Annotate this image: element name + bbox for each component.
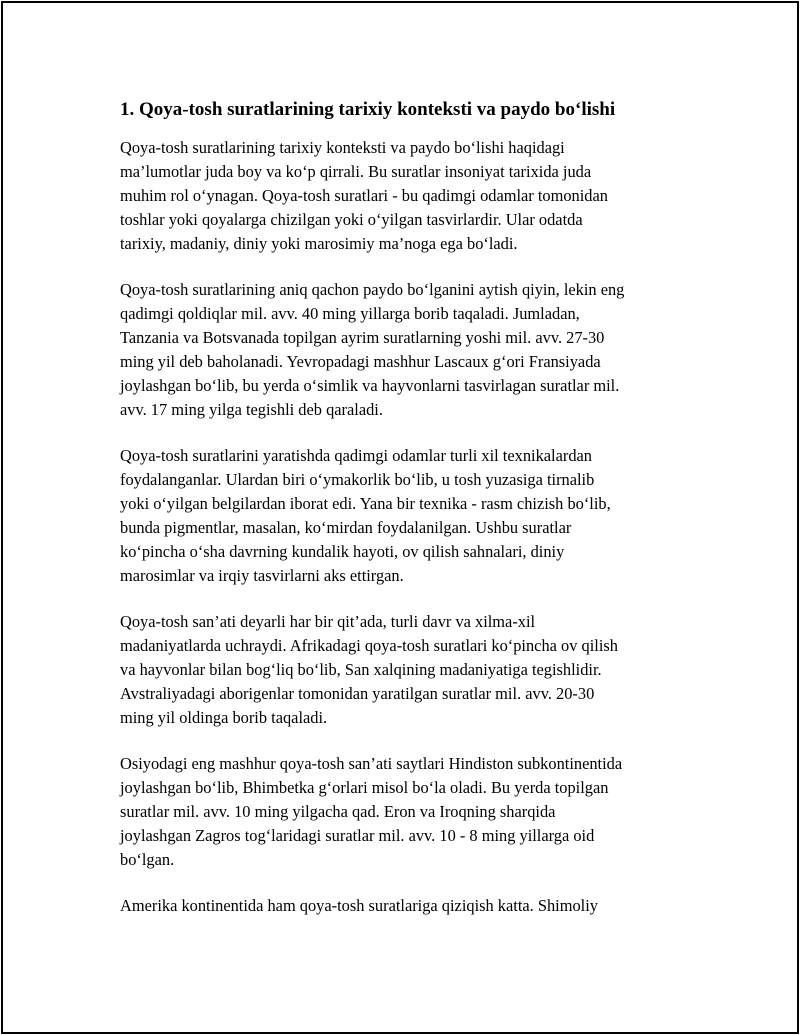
paragraph-5 [120,752,700,872]
text-line: Qoya-tosh suratlarini yaratishda qadimgi odamlar turli xil texnikalardan [120,446,593,465]
text-line: qadimgi qoldiqlar mil. avv. 40 ming yillarga borib taqaladi. Jumladan, [120,304,580,323]
section-heading: 1. Qoya-tosh suratlarining tarixiy konteksti va paydo bo‘lishi [120,99,616,120]
text-line: ko‘pincha o‘sha davrning kundalik hayoti, ov qilish sahnalari, diniy [120,542,565,561]
text-line: va hayvonlar bilan bog‘liq bo‘lib, San xalqining madaniyatiga tegishlidir. [120,660,602,679]
text-line: ming yil oldinga borib taqaladi. [120,708,328,727]
text-line: Avstraliyadagi aborigenlar tomonidan yaratilgan suratlar mil. avv. 20-30 [120,684,595,703]
text-line: Osiyodagi eng mashhur qoya-tosh san’ati saytlari Hindiston subkontinentida [120,754,623,773]
text-line: tarixiy, madaniy, diniy yoki marosimiy ma’noga ega bo‘ladi. [120,234,518,253]
page-frame [1,1,799,1034]
text-line: ming yil deb baholanadi. Yevropadagi mashhur Lascaux g‘ori Fransiyada [120,352,601,371]
text-line: madaniyatlarda uchraydi. Afrikadagi qoya-tosh suratlari ko‘pincha ov qilish [120,636,618,655]
text-line: muhim rol o‘ynagan. Qoya-tosh suratlari - bu qadimgi odamlar tomonidan [120,186,608,205]
text-line: toshlar yoki qoyalarga chizilgan yoki o‘yilgan tasvirlardir. Ular odatda [120,210,583,229]
paragraph-4 [120,610,700,730]
text-line: suratlar mil. avv. 10 ming yilgacha qad. Eron va Iroqning sharqida [120,802,556,821]
text-line: Qoya-tosh suratlarining tarixiy konteksti va paydo bo‘lishi haqidagi [120,138,565,157]
text-line: bunda pigmentlar, masalan, ko‘mirdan foydalanilgan. Ushbu suratlar [120,518,572,537]
text-line: foydalanganlar. Ulardan biri o‘ymakorlik bo‘lib, u tosh yuzasiga tirnalib [120,470,595,489]
text-line: Amerika kontinentida ham qoya-tosh suratlariga qiziqish katta. Shimoliy [120,896,598,915]
text-line: yoki o‘yilgan belgilardan iborat edi. Yana bir texnika - rasm chizish bo‘lib, [120,494,611,513]
text-line: marosimlar va irqiy tasvirlarni aks ettirgan. [120,566,404,585]
paragraph-6 [120,894,700,918]
paragraph-1 [120,136,700,256]
text-line: bo‘lgan. [120,850,175,869]
text-line: ma’lumotlar juda boy va ko‘p qirrali. Bu suratlar insoniyat tarixida juda [120,162,592,181]
text-line: joylashgan bo‘lib, Bhimbetka g‘orlari misol bo‘la oladi. Bu yerda topilgan [120,778,609,797]
document-body [120,95,700,940]
paragraph-3 [120,444,700,588]
text-line: Qoya-tosh san’ati deyarli har bir qit’ada, turli davr va xilma-xil [120,612,536,631]
text-line: joylashgan Zagros tog‘laridagi suratlar mil. avv. 10 - 8 ming yillarga oid [120,826,595,845]
text-line: Tanzania va Botsvanada topilgan ayrim suratlarning yoshi mil. avv. 27-30 [120,328,605,347]
text-line: avv. 17 ming yilga tegishli deb qaraladi. [120,400,383,419]
text-line: joylashgan bo‘lib, bu yerda o‘simlik va hayvonlarni tasvirlagan suratlar mil. [120,376,620,395]
text-line: Qoya-tosh suratlarining aniq qachon paydo bo‘lganini aytish qiyin, lekin eng [120,280,625,299]
paragraph-2 [120,278,700,422]
